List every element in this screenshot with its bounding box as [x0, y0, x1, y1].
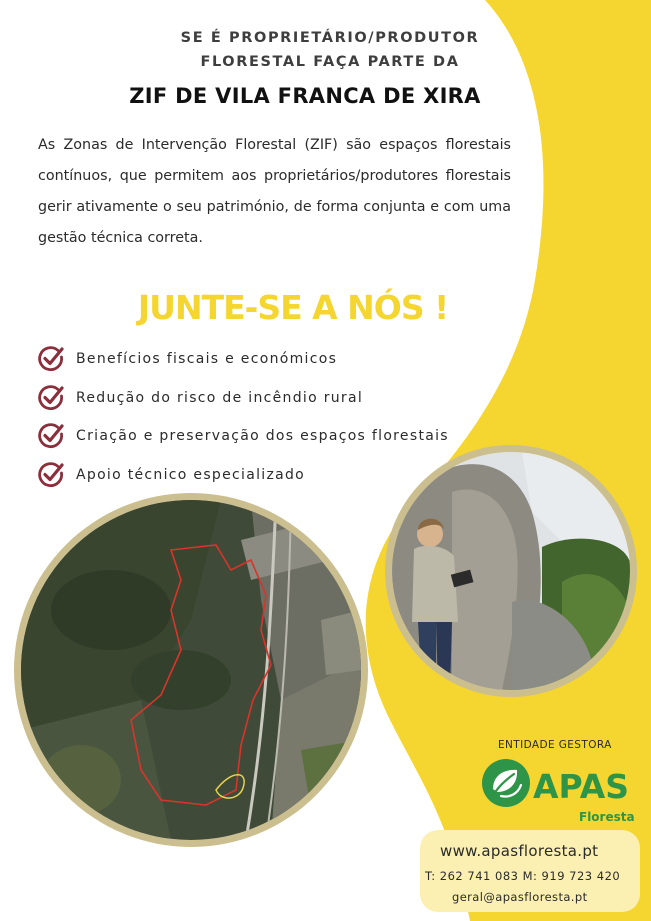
benefit-label: Redução do risco de incêndio rural	[76, 389, 364, 406]
benefit-item	[36, 417, 449, 456]
intro-paragraph: As Zonas de Intervenção Florestal (ZIF) são espaços florestais contínuos, que permitem aos proprietários/produtores florestais gerir ativamente o seu património, de forma conjunta e com uma gestão técnica correta.	[38, 137, 511, 246]
benefits-list	[36, 340, 449, 494]
benefit-label: Apoio técnico especializado	[76, 466, 306, 483]
benefit-item	[36, 379, 449, 418]
pre-title-line-2: FLORESTAL FAÇA PARTE DA	[200, 54, 460, 70]
email-link[interactable]: geral@apasfloresta.pt	[452, 890, 588, 904]
logo-subtitle: Floresta	[579, 810, 635, 824]
phone-numbers: T: 262 741 083 M: 919 723 420	[425, 869, 621, 883]
checkmark-circle-icon	[36, 421, 66, 451]
checkmark-circle-icon	[36, 460, 66, 490]
checkmark-circle-icon	[36, 383, 66, 413]
checkmark-circle-icon	[36, 344, 66, 374]
apas-floresta-logo	[481, 756, 641, 828]
benefit-item	[36, 340, 449, 379]
field-technician-photo	[392, 452, 630, 690]
pre-title	[150, 26, 510, 74]
pre-title-line-1: SE É PROPRIETÁRIO/PRODUTOR	[180, 30, 480, 46]
leaf-circle-icon	[481, 758, 531, 808]
website-link[interactable]: www.apasfloresta.pt	[440, 842, 599, 860]
satellite-map-image	[21, 500, 361, 840]
satellite-map-photo	[21, 500, 361, 840]
managing-entity-label: ENTIDADE GESTORA	[498, 739, 612, 751]
field-technician-image	[392, 452, 630, 690]
logo-wordmark: APAS	[533, 767, 630, 806]
benefit-item	[36, 456, 449, 495]
benefit-label: Criação e preservação dos espaços florestais	[76, 428, 449, 445]
page-title: ZIF DE VILA FRANCA DE XIRA	[129, 84, 481, 108]
call-to-action-heading: JUNTE-SE A NÓS !	[137, 288, 449, 327]
contact-box	[420, 830, 640, 912]
benefit-label: Benefícios fiscais e económicos	[76, 351, 338, 368]
